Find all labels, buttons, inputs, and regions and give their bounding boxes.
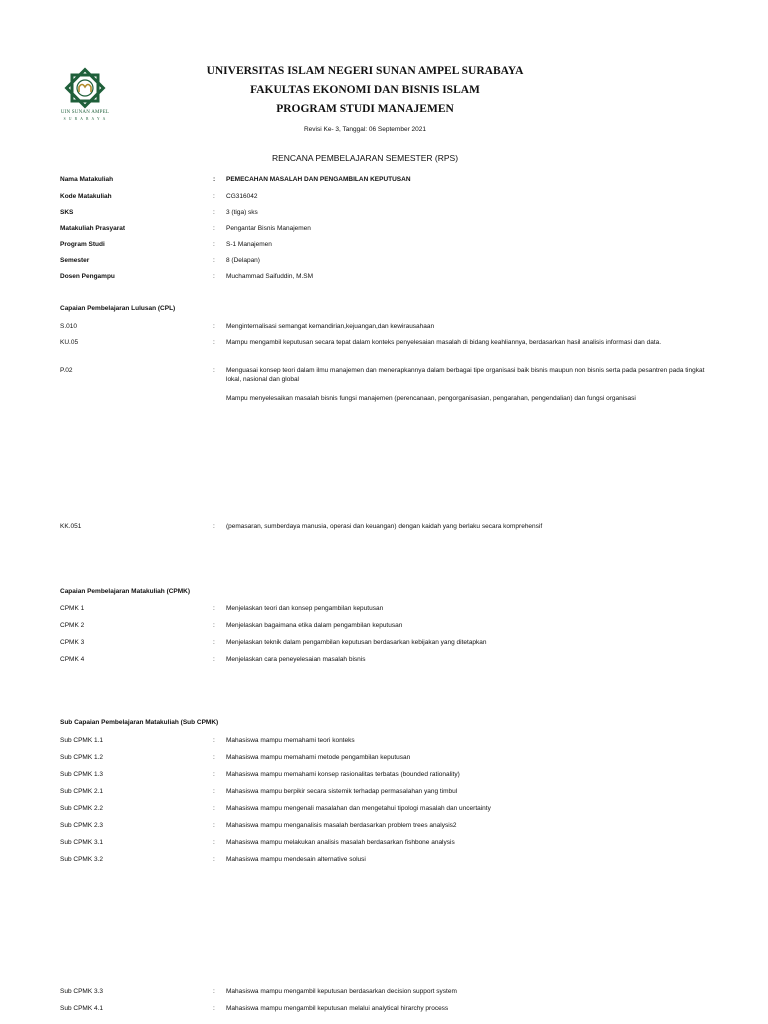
- item-code: CPMK 1: [60, 605, 85, 612]
- logo-name: UIN SUNAN AMPEL: [60, 110, 110, 115]
- university-logo: [56, 66, 114, 122]
- separator: :: [213, 822, 215, 829]
- item-text: Mahasiswa mampu mengambil keputusan melalui analytical hirarchy process: [226, 1005, 449, 1012]
- subcpmk-heading: Sub Capaian Pembelajaran Matakuliah (Sub CPMK): [60, 719, 219, 726]
- info-value: 3 (tiga) sks: [226, 209, 258, 216]
- item-code: Sub CPMK 1.2: [60, 754, 103, 761]
- item-code: CPMK 4: [60, 656, 85, 663]
- item-code: Sub CPMK 3.3: [60, 988, 103, 995]
- item-text: Menginternalisasi semangat kemandirian,kejuangan,dan kewirausahaan: [226, 323, 435, 330]
- university-title: UNIVERSITAS ISLAM NEGERI SUNAN AMPEL SURABAYA: [206, 65, 524, 77]
- item-code: P.02: [60, 367, 73, 374]
- info-label: Dosen Pengampu: [60, 273, 115, 280]
- item-code: Sub CPMK 1.3: [60, 771, 103, 778]
- info-label: Nama Matakuliah: [60, 176, 114, 183]
- logo-city: S U R A B A Y A: [63, 117, 107, 121]
- cpl-heading: Capaian Pembelajaran Lulusan (CPL): [60, 305, 176, 312]
- cpmk-heading: Capaian Pembelajaran Matakuliah (CPMK): [60, 588, 191, 595]
- item-code: KU.05: [60, 339, 79, 346]
- info-value: S-1 Manajemen: [226, 241, 272, 248]
- info-label: Semester: [60, 257, 90, 264]
- separator: :: [213, 771, 215, 778]
- item-code: Sub CPMK 3.1: [60, 839, 103, 846]
- separator: :: [213, 323, 215, 330]
- item-text: Menjelaskan teori dan konsep pengambilan keputusan: [226, 605, 384, 612]
- cpl-extra-text: Mampu menyelesaikan masalah bisnis fungsi manajemen (perencanaan, pengorganisasian, pengarahan, pengendalian) dan fungsi organisasi: [226, 395, 636, 402]
- separator: :: [213, 523, 215, 530]
- revision-line: Revisi Ke- 3, Tanggal: 06 September 2021: [303, 126, 426, 133]
- separator: :: [213, 788, 215, 795]
- separator: :: [213, 639, 215, 646]
- separator: :: [213, 367, 215, 374]
- separator: :: [213, 1005, 215, 1012]
- separator: :: [213, 754, 215, 761]
- item-text: Mahasiswa mampu memahami konsep rasionalitas terbatas (bounded rationality): [226, 771, 460, 778]
- separator: :: [213, 656, 215, 663]
- item-text: Mahasiswa mampu memahami metode pengambilan keputusan: [226, 754, 411, 761]
- separator: :: [213, 856, 215, 863]
- separator: :: [213, 839, 215, 846]
- info-label: Program Studi: [60, 241, 105, 248]
- separator: :: [213, 257, 215, 264]
- separator: :: [213, 225, 215, 232]
- item-text: Menjelaskan bagaimana etika dalam pengambilan keputusan: [226, 622, 403, 629]
- item-code: Sub CPMK 3.2: [60, 856, 103, 863]
- item-code: Sub CPMK 1.1: [60, 737, 103, 744]
- item-code: S.010: [60, 323, 77, 330]
- item-code: Sub CPMK 2.1: [60, 788, 103, 795]
- program-title: PROGRAM STUDI MANAJEMEN: [276, 103, 454, 115]
- separator: :: [213, 605, 215, 612]
- faculty-title: FAKULTAS EKONOMI DAN BISNIS ISLAM: [250, 84, 480, 96]
- document-title: RENCANA PEMBELAJARAN SEMESTER (RPS): [271, 153, 459, 163]
- item-text: Menjelaskan cara peneyelesaian masalah bisnis: [226, 656, 366, 663]
- item-code: KK.051: [60, 523, 82, 530]
- item-text: Mampu mengambil keputusan secara tepat dalam konteks penyelesaian masalah di bidang keahliannya, berdasarkan hasil analisis informasi dan data.: [226, 339, 662, 346]
- info-value: Muchammad Saifuddin, M.SM: [226, 273, 314, 280]
- info-value: 8 (Delapan): [226, 257, 260, 264]
- item-text: (pemasaran, sumberdaya manusia, operasi dan keuangan) dengan kaidah yang berlaku secara komprehensif: [226, 523, 543, 530]
- separator: :: [213, 176, 216, 183]
- item-text: Mahasiswa mampu mengambil keputusan berdasarkan decision support system: [226, 988, 457, 995]
- separator: :: [213, 273, 215, 280]
- item-text: Mahasiswa mampu berpikir secara sistemik terhadap permasalahan yang timbul: [226, 788, 458, 795]
- info-label: SKS: [60, 209, 74, 216]
- item-text: Mahasiswa mampu melakukan analisis masalah berdasarkan fishbone analysis: [226, 839, 455, 846]
- separator: :: [213, 805, 215, 812]
- item-text: Mahasiswa mampu menganalisis masalah berdasarkan problem trees analysis2: [226, 822, 457, 829]
- item-text: Mahasiswa mampu memahami teori konteks: [226, 737, 355, 744]
- item-text: Mahasiswa mampu mengenali masalahan dan mengetahui tipologi masalah dan uncertainty: [226, 805, 491, 812]
- item-code: Sub CPMK 4.1: [60, 1005, 103, 1012]
- item-code: CPMK 3: [60, 639, 85, 646]
- info-label: Kode Matakuliah: [60, 193, 112, 200]
- info-value: Pengantar Bisnis Manajemen: [226, 225, 311, 232]
- item-text: Menguasai konsep teori dalam ilmu manajemen dan menerapkannya dalam berbagai tipe organisasi baik bisnis maupun non bisnis serta pada pesantren pada tingkat lokal, nasional dan global: [226, 367, 705, 383]
- item-code: Sub CPMK 2.2: [60, 805, 103, 812]
- item-text: Menjelaskan teknik dalam pengambilan keputusan berdasarkan kebijakan yang ditetapkan: [226, 639, 487, 646]
- separator: :: [213, 339, 215, 346]
- separator: :: [213, 209, 215, 216]
- item-code: CPMK 2: [60, 622, 85, 629]
- uinsa-emblem-icon: [63, 66, 107, 110]
- info-label: Matakuliah Prasyarat: [60, 225, 126, 232]
- separator: :: [213, 193, 215, 200]
- info-value: CG316042: [226, 193, 258, 200]
- separator: :: [213, 988, 215, 995]
- separator: :: [213, 622, 215, 629]
- separator: :: [213, 737, 215, 744]
- separator: :: [213, 241, 215, 248]
- item-code: Sub CPMK 2.3: [60, 822, 103, 829]
- item-text: Mahasiswa mampu mendesain alternative solusi: [226, 856, 366, 863]
- info-value: PEMECAHAN MASALAH DAN PENGAMBILAN KEPUTUSAN: [226, 176, 411, 183]
